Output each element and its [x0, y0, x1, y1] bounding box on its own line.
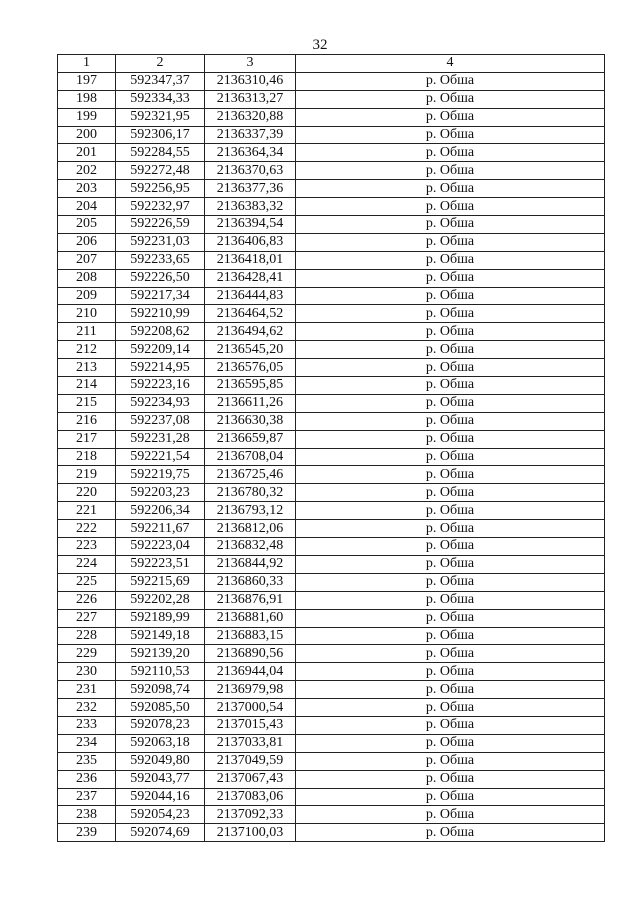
y-coordinate-cell: 2136406,83	[205, 233, 296, 251]
point-number-cell: 223	[58, 538, 116, 556]
description-cell: р. Обша	[296, 591, 605, 609]
x-coordinate-cell: 592232,97	[116, 198, 205, 216]
y-coordinate-cell: 2136890,56	[205, 645, 296, 663]
x-coordinate-cell: 592189,99	[116, 609, 205, 627]
x-coordinate-cell: 592210,99	[116, 305, 205, 323]
table-row	[58, 144, 605, 162]
description-cell: р. Обша	[296, 108, 605, 126]
x-coordinate-cell: 592223,04	[116, 538, 205, 556]
table-row	[58, 752, 605, 770]
table-row	[58, 627, 605, 645]
y-coordinate-cell: 2136464,52	[205, 305, 296, 323]
point-number-cell: 219	[58, 466, 116, 484]
y-coordinate-cell: 2136832,48	[205, 538, 296, 556]
point-number-cell: 229	[58, 645, 116, 663]
point-number-cell: 209	[58, 287, 116, 305]
y-coordinate-cell: 2137033,81	[205, 734, 296, 752]
y-coordinate-cell: 2136576,05	[205, 359, 296, 377]
table-row	[58, 824, 605, 842]
point-number-cell: 216	[58, 412, 116, 430]
x-coordinate-cell: 592054,23	[116, 806, 205, 824]
table-row	[58, 412, 605, 430]
x-coordinate-cell: 592049,80	[116, 752, 205, 770]
point-number-cell: 199	[58, 108, 116, 126]
x-coordinate-cell: 592078,23	[116, 716, 205, 734]
description-cell: р. Обша	[296, 412, 605, 430]
description-cell: р. Обша	[296, 734, 605, 752]
description-cell: р. Обша	[296, 359, 605, 377]
table-row	[58, 681, 605, 699]
x-coordinate-cell: 592231,28	[116, 430, 205, 448]
description-cell: р. Обша	[296, 251, 605, 269]
point-number-cell: 238	[58, 806, 116, 824]
table-row	[58, 538, 605, 556]
description-cell: р. Обша	[296, 180, 605, 198]
y-coordinate-cell: 2136494,62	[205, 323, 296, 341]
page-number: 32	[312, 37, 328, 53]
y-coordinate-cell: 2136725,46	[205, 466, 296, 484]
table-row	[58, 108, 605, 126]
y-coordinate-cell: 2136979,98	[205, 681, 296, 699]
description-cell: р. Обша	[296, 269, 605, 287]
table-row	[58, 448, 605, 466]
table-row	[58, 520, 605, 538]
x-coordinate-cell: 592214,95	[116, 359, 205, 377]
table-row	[58, 609, 605, 627]
x-coordinate-cell: 592206,34	[116, 502, 205, 520]
x-coordinate-cell: 592234,93	[116, 394, 205, 412]
table-row	[58, 90, 605, 108]
description-cell: р. Обша	[296, 144, 605, 162]
table-row	[58, 699, 605, 717]
y-coordinate-cell: 2137015,43	[205, 716, 296, 734]
table-row	[58, 716, 605, 734]
point-number-cell: 230	[58, 663, 116, 681]
description-cell: р. Обша	[296, 162, 605, 180]
column-header-1: 1	[58, 55, 116, 73]
table-row	[58, 591, 605, 609]
y-coordinate-cell: 2137083,06	[205, 788, 296, 806]
y-coordinate-cell: 2137067,43	[205, 770, 296, 788]
y-coordinate-cell: 2136377,36	[205, 180, 296, 198]
description-cell: р. Обша	[296, 699, 605, 717]
y-coordinate-cell: 2136364,34	[205, 144, 296, 162]
description-cell: р. Обша	[296, 681, 605, 699]
table-row	[58, 377, 605, 395]
table-row	[58, 770, 605, 788]
point-number-cell: 212	[58, 341, 116, 359]
coordinates-table	[57, 54, 605, 842]
table-row	[58, 645, 605, 663]
table-row	[58, 180, 605, 198]
point-number-cell: 214	[58, 377, 116, 395]
point-number-cell: 200	[58, 126, 116, 144]
column-header-4: 4	[296, 55, 605, 73]
point-number-cell: 239	[58, 824, 116, 842]
column-header-2: 2	[116, 55, 205, 73]
x-coordinate-cell: 592306,17	[116, 126, 205, 144]
point-number-cell: 217	[58, 430, 116, 448]
x-coordinate-cell: 592321,95	[116, 108, 205, 126]
point-number-cell: 205	[58, 216, 116, 234]
point-number-cell: 211	[58, 323, 116, 341]
table-row	[58, 394, 605, 412]
description-cell: р. Обша	[296, 90, 605, 108]
table-row	[58, 72, 605, 90]
y-coordinate-cell: 2136545,20	[205, 341, 296, 359]
x-coordinate-cell: 592237,08	[116, 412, 205, 430]
y-coordinate-cell: 2136370,63	[205, 162, 296, 180]
x-coordinate-cell: 592284,55	[116, 144, 205, 162]
x-coordinate-cell: 592209,14	[116, 341, 205, 359]
x-coordinate-cell: 592221,54	[116, 448, 205, 466]
x-coordinate-cell: 592139,20	[116, 645, 205, 663]
table-row	[58, 359, 605, 377]
y-coordinate-cell: 2136313,27	[205, 90, 296, 108]
header-row	[58, 55, 605, 73]
x-coordinate-cell: 592202,28	[116, 591, 205, 609]
table-row	[58, 198, 605, 216]
table-row	[58, 323, 605, 341]
x-coordinate-cell: 592074,69	[116, 824, 205, 842]
description-cell: р. Обша	[296, 770, 605, 788]
description-cell: р. Обша	[296, 216, 605, 234]
point-number-cell: 218	[58, 448, 116, 466]
table-header	[58, 55, 605, 73]
y-coordinate-cell: 2136780,32	[205, 484, 296, 502]
point-number-cell: 215	[58, 394, 116, 412]
x-coordinate-cell: 592256,95	[116, 180, 205, 198]
table-row	[58, 287, 605, 305]
y-coordinate-cell: 2136881,60	[205, 609, 296, 627]
x-coordinate-cell: 592223,16	[116, 377, 205, 395]
y-coordinate-cell: 2136394,54	[205, 216, 296, 234]
x-coordinate-cell: 592272,48	[116, 162, 205, 180]
point-number-cell: 202	[58, 162, 116, 180]
point-number-cell: 236	[58, 770, 116, 788]
description-cell: р. Обша	[296, 824, 605, 842]
y-coordinate-cell: 2136383,32	[205, 198, 296, 216]
y-coordinate-cell: 2136611,26	[205, 394, 296, 412]
y-coordinate-cell: 2137100,03	[205, 824, 296, 842]
description-cell: р. Обша	[296, 126, 605, 144]
x-coordinate-cell: 592217,34	[116, 287, 205, 305]
description-cell: р. Обша	[296, 716, 605, 734]
description-cell: р. Обша	[296, 466, 605, 484]
point-number-cell: 198	[58, 90, 116, 108]
description-cell: р. Обша	[296, 627, 605, 645]
y-coordinate-cell: 2136812,06	[205, 520, 296, 538]
point-number-cell: 234	[58, 734, 116, 752]
y-coordinate-cell: 2136883,15	[205, 627, 296, 645]
description-cell: р. Обша	[296, 609, 605, 627]
point-number-cell: 231	[58, 681, 116, 699]
description-cell: р. Обша	[296, 394, 605, 412]
x-coordinate-cell: 592233,65	[116, 251, 205, 269]
description-cell: р. Обша	[296, 645, 605, 663]
y-coordinate-cell: 2136630,38	[205, 412, 296, 430]
point-number-cell: 208	[58, 269, 116, 287]
description-cell: р. Обша	[296, 788, 605, 806]
point-number-cell: 224	[58, 555, 116, 573]
table-row	[58, 269, 605, 287]
table-row	[58, 341, 605, 359]
point-number-cell: 210	[58, 305, 116, 323]
table-row	[58, 484, 605, 502]
x-coordinate-cell: 592347,37	[116, 72, 205, 90]
point-number-cell: 203	[58, 180, 116, 198]
point-number-cell: 213	[58, 359, 116, 377]
point-number-cell: 221	[58, 502, 116, 520]
y-coordinate-cell: 2136320,88	[205, 108, 296, 126]
x-coordinate-cell: 592226,59	[116, 216, 205, 234]
table-row	[58, 788, 605, 806]
point-number-cell: 226	[58, 591, 116, 609]
table-row	[58, 216, 605, 234]
x-coordinate-cell: 592085,50	[116, 699, 205, 717]
point-number-cell: 227	[58, 609, 116, 627]
table-row	[58, 663, 605, 681]
description-cell: р. Обша	[296, 198, 605, 216]
point-number-cell: 207	[58, 251, 116, 269]
description-cell: р. Обша	[296, 287, 605, 305]
table-row	[58, 502, 605, 520]
x-coordinate-cell: 592211,67	[116, 520, 205, 538]
table-row	[58, 734, 605, 752]
y-coordinate-cell: 2136860,33	[205, 573, 296, 591]
point-number-cell: 228	[58, 627, 116, 645]
table-row	[58, 126, 605, 144]
y-coordinate-cell: 2136337,39	[205, 126, 296, 144]
y-coordinate-cell: 2136708,04	[205, 448, 296, 466]
x-coordinate-cell: 592231,03	[116, 233, 205, 251]
x-coordinate-cell: 592215,69	[116, 573, 205, 591]
y-coordinate-cell: 2137000,54	[205, 699, 296, 717]
description-cell: р. Обша	[296, 573, 605, 591]
y-coordinate-cell: 2136428,41	[205, 269, 296, 287]
y-coordinate-cell: 2136659,87	[205, 430, 296, 448]
y-coordinate-cell: 2136793,12	[205, 502, 296, 520]
x-coordinate-cell: 592149,18	[116, 627, 205, 645]
x-coordinate-cell: 592223,51	[116, 555, 205, 573]
x-coordinate-cell: 592226,50	[116, 269, 205, 287]
y-coordinate-cell: 2136310,46	[205, 72, 296, 90]
description-cell: р. Обша	[296, 484, 605, 502]
column-header-3: 3	[205, 55, 296, 73]
table-row	[58, 430, 605, 448]
description-cell: р. Обша	[296, 323, 605, 341]
table-row	[58, 806, 605, 824]
description-cell: р. Обша	[296, 538, 605, 556]
description-cell: р. Обша	[296, 502, 605, 520]
point-number-cell: 225	[58, 573, 116, 591]
point-number-cell: 197	[58, 72, 116, 90]
point-number-cell: 232	[58, 699, 116, 717]
description-cell: р. Обша	[296, 72, 605, 90]
description-cell: р. Обша	[296, 448, 605, 466]
y-coordinate-cell: 2136418,01	[205, 251, 296, 269]
x-coordinate-cell: 592219,75	[116, 466, 205, 484]
description-cell: р. Обша	[296, 555, 605, 573]
x-coordinate-cell: 592098,74	[116, 681, 205, 699]
x-coordinate-cell: 592334,33	[116, 90, 205, 108]
x-coordinate-cell: 592044,16	[116, 788, 205, 806]
point-number-cell: 233	[58, 716, 116, 734]
table-row	[58, 555, 605, 573]
point-number-cell: 220	[58, 484, 116, 502]
y-coordinate-cell: 2136944,04	[205, 663, 296, 681]
description-cell: р. Обша	[296, 305, 605, 323]
y-coordinate-cell: 2136844,92	[205, 555, 296, 573]
table-row	[58, 466, 605, 484]
table-body	[58, 72, 605, 841]
y-coordinate-cell: 2136444,83	[205, 287, 296, 305]
description-cell: р. Обша	[296, 430, 605, 448]
y-coordinate-cell: 2137092,33	[205, 806, 296, 824]
description-cell: р. Обша	[296, 377, 605, 395]
point-number-cell: 222	[58, 520, 116, 538]
description-cell: р. Обша	[296, 752, 605, 770]
point-number-cell: 235	[58, 752, 116, 770]
description-cell: р. Обша	[296, 806, 605, 824]
y-coordinate-cell: 2136595,85	[205, 377, 296, 395]
table-row	[58, 305, 605, 323]
point-number-cell: 237	[58, 788, 116, 806]
point-number-cell: 201	[58, 144, 116, 162]
y-coordinate-cell: 2136876,91	[205, 591, 296, 609]
description-cell: р. Обша	[296, 233, 605, 251]
x-coordinate-cell: 592063,18	[116, 734, 205, 752]
point-number-cell: 204	[58, 198, 116, 216]
table-row	[58, 573, 605, 591]
x-coordinate-cell: 592110,53	[116, 663, 205, 681]
y-coordinate-cell: 2137049,59	[205, 752, 296, 770]
table-row	[58, 251, 605, 269]
description-cell: р. Обша	[296, 341, 605, 359]
x-coordinate-cell: 592208,62	[116, 323, 205, 341]
description-cell: р. Обша	[296, 663, 605, 681]
description-cell: р. Обша	[296, 520, 605, 538]
table-row	[58, 162, 605, 180]
table-row	[58, 233, 605, 251]
point-number-cell: 206	[58, 233, 116, 251]
x-coordinate-cell: 592043,77	[116, 770, 205, 788]
x-coordinate-cell: 592203,23	[116, 484, 205, 502]
